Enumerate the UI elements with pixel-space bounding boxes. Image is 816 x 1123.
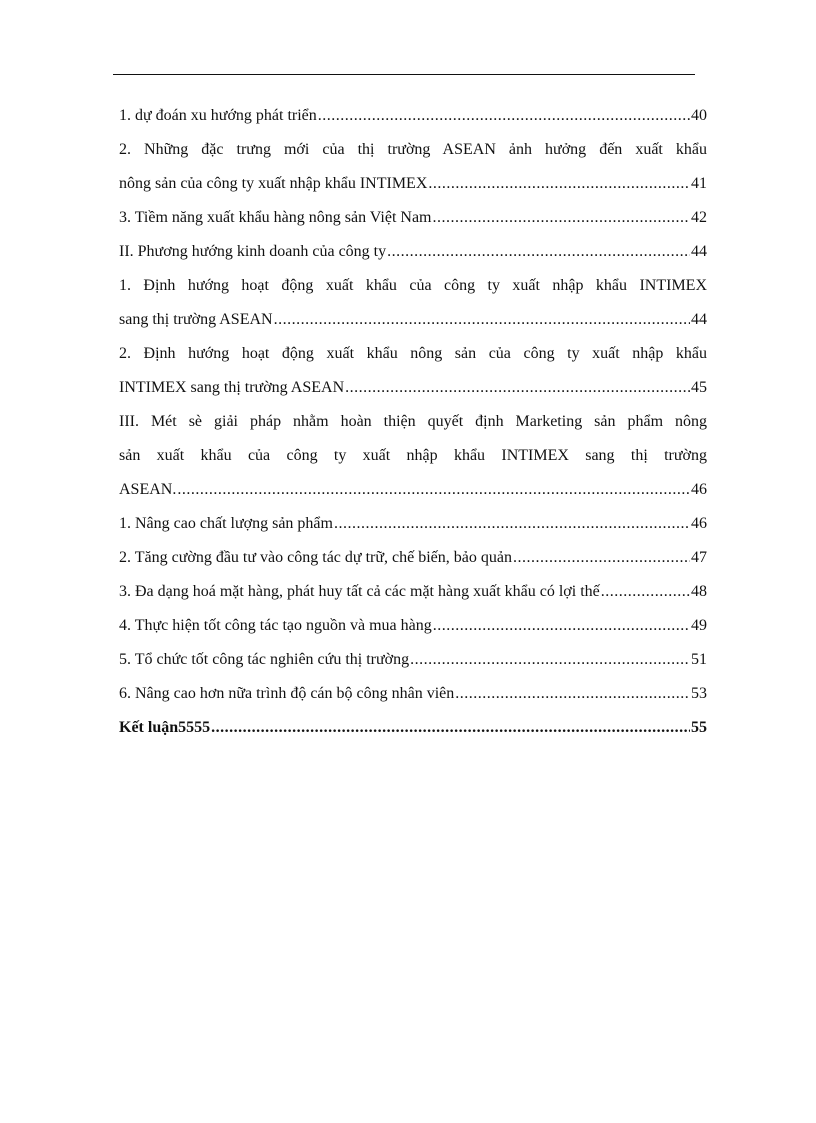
toc-entry-text: 2. Định hướng hoạt động xuất khẩu nông sản của công ty xuất nhập khẩu: [119, 345, 707, 362]
toc-page-number: 44: [691, 311, 707, 328]
toc-entry-text: III. Mét sè giải pháp nhằm hoàn thiện quyết định Marketing sản phẩm nông: [119, 413, 707, 430]
toc-entry-last-line: [119, 167, 707, 201]
toc-entry-last-line: [119, 99, 707, 133]
toc-entry-line: [119, 439, 707, 473]
toc-entry-text: sang thị trường ASEAN: [119, 311, 273, 328]
toc-entry-text: 1. Nâng cao chất lượng sản phẩm: [119, 515, 333, 532]
toc-entry-text: 6. Nâng cao hơn nữa trình độ cán bộ công nhân viên: [119, 685, 455, 702]
toc-entry-text: nông sản của công ty xuất nhập khẩu INTIMEX: [119, 175, 428, 192]
dot-leader: [345, 371, 690, 405]
toc-entry-text: II. Phương hướng kinh doanh của công ty: [119, 243, 387, 260]
toc-entry-last-line: [119, 711, 707, 745]
dot-leader: [334, 507, 690, 541]
toc-page-number: 55: [691, 719, 707, 736]
dot-leader: [274, 303, 690, 337]
toc-entry[interactable]: [119, 269, 707, 337]
toc-entry-last-line: [119, 303, 707, 337]
toc-entry[interactable]: [119, 643, 707, 677]
toc-entry[interactable]: [119, 235, 707, 269]
toc-entry[interactable]: [119, 405, 707, 507]
header-rule: [113, 74, 695, 75]
toc-page-number: 47: [691, 549, 707, 566]
toc-entry-text: 1. dự đoán xu hướng phát triển: [119, 107, 317, 124]
dot-leader: [177, 473, 690, 507]
toc-entry-text: 5. Tổ chức tốt công tác nghiên cứu thị trường: [119, 651, 410, 668]
toc-entry-text: INTIMEX sang thị trường ASEAN: [119, 379, 345, 396]
toc-page-number: 45: [691, 379, 707, 396]
toc-entry-line: [119, 269, 707, 303]
toc-entry[interactable]: [119, 337, 707, 405]
toc-entry-last-line: [119, 235, 707, 269]
toc-entry-last-line: [119, 507, 707, 541]
dot-leader: [601, 575, 690, 609]
toc-entry-last-line: [119, 677, 707, 711]
toc-entry[interactable]: [119, 711, 707, 745]
toc-entry[interactable]: [119, 575, 707, 609]
toc-entry-text: ASEAN.: [119, 481, 177, 498]
toc-page-number: 46: [691, 481, 707, 498]
toc-entry[interactable]: [119, 541, 707, 575]
dot-leader: [211, 711, 690, 745]
toc-entry-last-line: [119, 575, 707, 609]
toc-entry-text: 1. Định hướng hoạt động xuất khẩu của công ty xuất nhập khẩu INTIMEX: [119, 277, 707, 294]
toc-page-number: 41: [691, 175, 707, 192]
dot-leader: [433, 201, 691, 235]
toc-entry-last-line: [119, 643, 707, 677]
table-of-contents: [119, 99, 707, 745]
toc-entry-last-line: [119, 201, 707, 235]
toc-page-number: 44: [691, 243, 707, 260]
toc-entry-last-line: [119, 371, 707, 405]
toc-entry-text: 2. Tăng cường đầu tư vào công tác dự trữ, chế biến, bảo quản: [119, 549, 512, 566]
dot-leader: [455, 677, 690, 711]
toc-page-number: 51: [691, 651, 707, 668]
toc-entry[interactable]: [119, 133, 707, 201]
toc-entry-line: [119, 405, 707, 439]
toc-entry-last-line: [119, 541, 707, 575]
dot-leader: [318, 99, 690, 133]
toc-entry-line: [119, 133, 707, 167]
toc-page-number: 40: [691, 107, 707, 124]
toc-entry[interactable]: [119, 201, 707, 235]
dot-leader: [428, 167, 690, 201]
toc-entry[interactable]: [119, 99, 707, 133]
toc-entry-text: Kết luận5555: [119, 719, 211, 736]
toc-page-number: 46: [691, 515, 707, 532]
toc-page-number: 49: [691, 617, 707, 634]
toc-entry[interactable]: [119, 677, 707, 711]
dot-leader: [387, 235, 690, 269]
toc-entry[interactable]: [119, 507, 707, 541]
toc-entry-text: 3. Tiềm năng xuất khẩu hàng nông sản Việt Nam: [119, 209, 432, 226]
toc-entry[interactable]: [119, 609, 707, 643]
dot-leader: [410, 643, 690, 677]
toc-entry-text: 3. Đa dạng hoá mặt hàng, phát huy tất cả các mặt hàng xuất khẩu có lợi thế: [119, 583, 600, 600]
toc-entry-text: 4. Thực hiện tốt công tác tạo nguồn và mua hàng: [119, 617, 432, 634]
toc-entry-text: 2. Những đặc trưng mới của thị trường ASEAN ảnh hưởng đến xuất khẩu: [119, 141, 707, 158]
toc-page-number: 53: [691, 685, 707, 702]
toc-entry-last-line: [119, 609, 707, 643]
toc-page-number: 42: [691, 209, 707, 226]
toc-entry-last-line: [119, 473, 707, 507]
dot-leader: [513, 541, 690, 575]
toc-entry-text: sản xuất khẩu của công ty xuất nhập khẩu INTIMEX sang thị trường: [119, 447, 707, 464]
dot-leader: [433, 609, 690, 643]
toc-page-number: 48: [691, 583, 707, 600]
toc-entry-line: [119, 337, 707, 371]
